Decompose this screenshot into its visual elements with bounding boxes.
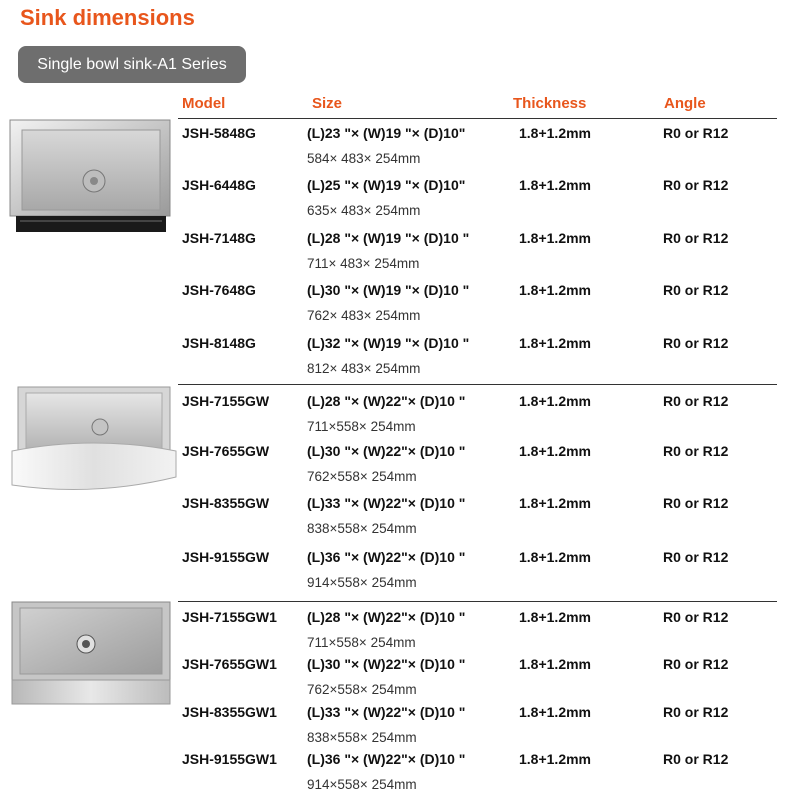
header-size: Size (312, 95, 343, 112)
model-cell: JSH-5848G (182, 125, 256, 141)
header-model: Model (182, 95, 226, 112)
thickness-cell: 1.8+1.2mm (519, 443, 591, 459)
angle-cell: R0 or R12 (663, 125, 729, 141)
model-cell: JSH-9155GW1 (182, 751, 277, 767)
model-cell: JSH-8355GW (182, 495, 270, 511)
model-cell: JSH-7155GW1 (182, 609, 277, 625)
metric-size-cell: 711×558× 254mm (307, 635, 416, 650)
thickness-cell: 1.8+1.2mm (519, 282, 591, 298)
metric-size-cell: 762×558× 254mm (307, 682, 417, 697)
model-cell: JSH-7155GW (182, 393, 270, 409)
angle-cell: R0 or R12 (663, 609, 729, 625)
thickness-cell: 1.8+1.2mm (519, 125, 591, 141)
size-cell: (L)36 "× (W)22"× (D)10 " (307, 549, 466, 565)
flat-apron-sink-image (8, 600, 178, 710)
metric-size-cell: 838×558× 254mm (307, 730, 417, 745)
size-cell: (L)30 "× (W)19 "× (D)10 " (307, 282, 470, 298)
thickness-cell: 1.8+1.2mm (519, 609, 591, 625)
angle-cell: R0 or R12 (663, 751, 729, 767)
angle-cell: R0 or R12 (663, 393, 729, 409)
angle-cell: R0 or R12 (663, 656, 729, 672)
size-cell: (L)30 "× (W)22"× (D)10 " (307, 656, 466, 672)
angle-cell: R0 or R12 (663, 335, 729, 351)
curved-apron-sink-image (10, 385, 178, 495)
size-cell: (L)28 "× (W)22"× (D)10 " (307, 393, 466, 409)
thickness-cell: 1.8+1.2mm (519, 751, 591, 767)
group-divider (178, 601, 777, 602)
metric-size-cell: 914×558× 254mm (307, 575, 417, 590)
model-cell: JSH-7655GW1 (182, 656, 277, 672)
size-cell: (L)32 "× (W)19 "× (D)10 " (307, 335, 470, 351)
size-cell: (L)23 "× (W)19 "× (D)10" (307, 125, 466, 141)
thickness-cell: 1.8+1.2mm (519, 393, 591, 409)
metric-size-cell: 711× 483× 254mm (307, 256, 420, 271)
angle-cell: R0 or R12 (663, 549, 729, 565)
metric-size-cell: 812× 483× 254mm (307, 361, 421, 376)
angle-cell: R0 or R12 (663, 230, 729, 246)
metric-size-cell: 838×558× 254mm (307, 521, 417, 536)
header-thickness: Thickness (513, 95, 587, 112)
model-cell: JSH-8148G (182, 335, 256, 351)
angle-cell: R0 or R12 (663, 704, 729, 720)
header-angle: Angle (664, 95, 706, 112)
thickness-cell: 1.8+1.2mm (519, 656, 591, 672)
series-badge: Single bowl sink-A1 Series (18, 46, 246, 83)
metric-size-cell: 762× 483× 254mm (307, 308, 421, 323)
size-cell: (L)25 "× (W)19 "× (D)10" (307, 177, 466, 193)
metric-size-cell: 584× 483× 254mm (307, 151, 421, 166)
thickness-cell: 1.8+1.2mm (519, 230, 591, 246)
size-cell: (L)33 "× (W)22"× (D)10 " (307, 704, 466, 720)
size-cell: (L)30 "× (W)22"× (D)10 " (307, 443, 466, 459)
metric-size-cell: 711×558× 254mm (307, 419, 416, 434)
model-cell: JSH-9155GW (182, 549, 270, 565)
angle-cell: R0 or R12 (663, 282, 729, 298)
size-cell: (L)36 "× (W)22"× (D)10 " (307, 751, 466, 767)
thickness-cell: 1.8+1.2mm (519, 704, 591, 720)
angle-cell: R0 or R12 (663, 495, 729, 511)
model-cell: JSH-7648G (182, 282, 256, 298)
metric-size-cell: 762×558× 254mm (307, 469, 417, 484)
undermount-sink-image (8, 118, 178, 236)
metric-size-cell: 635× 483× 254mm (307, 203, 421, 218)
angle-cell: R0 or R12 (663, 443, 729, 459)
size-cell: (L)33 "× (W)22"× (D)10 " (307, 495, 466, 511)
size-cell: (L)28 "× (W)22"× (D)10 " (307, 609, 466, 625)
thickness-cell: 1.8+1.2mm (519, 549, 591, 565)
thickness-cell: 1.8+1.2mm (519, 335, 591, 351)
size-cell: (L)28 "× (W)19 "× (D)10 " (307, 230, 470, 246)
model-cell: JSH-8355GW1 (182, 704, 277, 720)
thickness-cell: 1.8+1.2mm (519, 177, 591, 193)
page-title: Sink dimensions (20, 5, 195, 30)
group-divider (178, 384, 777, 385)
angle-cell: R0 or R12 (663, 177, 729, 193)
metric-size-cell: 914×558× 254mm (307, 777, 417, 792)
thickness-cell: 1.8+1.2mm (519, 495, 591, 511)
model-cell: JSH-7655GW (182, 443, 270, 459)
header-rule (178, 118, 777, 119)
model-cell: JSH-7148G (182, 230, 256, 246)
model-cell: JSH-6448G (182, 177, 256, 193)
